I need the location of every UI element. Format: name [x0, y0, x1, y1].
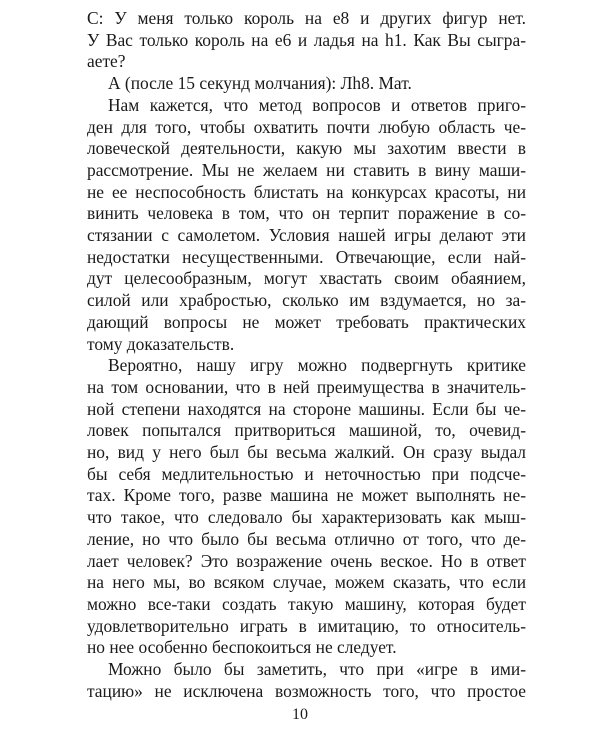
text-line: ловеческой деятельности, какую мы захотим ввести в [87, 138, 526, 159]
text-line: на том основании, что в ней преимущества в значитель- [87, 376, 526, 397]
text-line: но, вид у него был бы весьма жалкий. Он сразу выдал [87, 442, 526, 462]
text-line: Вероятно, нашу игру можно подвергнуть критике [108, 355, 526, 376]
text-line: лает человек? Это возражение очень веское. Но в ответ [87, 550, 526, 571]
text-line: винить человека в том, что он терпит поражение в со- [87, 203, 526, 224]
text-line: ловек попытался притвориться машиной, то, очевид- [87, 420, 526, 441]
text-line: можно все-таки создать такую машину, которая будет [87, 593, 526, 614]
text-line: удовлетворительно играть в имитацию, то относитель- [87, 615, 526, 636]
text-line: силой или храбростью, сколько им вздумается, но за- [87, 290, 526, 311]
text-line: дут целесообразным, могут хвастать своим обаянием, [87, 268, 526, 289]
text-line: на него мы, во всяком случае, можем сказать, что если [87, 572, 526, 593]
text-line: Можно было бы заметить, что при «игре в ими- [108, 659, 526, 679]
text-line: стязании с самолетом. Условия нашей игры делают эти [87, 225, 526, 245]
text-line: А (после 15 секунд молчания): Лh8. Мат. [108, 73, 412, 94]
text-line: бы себя медлительностью и неточностью при подсче- [87, 463, 526, 484]
page-number: 10 [292, 706, 308, 724]
text-line: дающий вопросы не может требовать практических [87, 311, 526, 332]
text-line: но нее особенно беспокоиться не следует. [87, 637, 397, 658]
text-line: У Вас только король на е6 и ладья на h1. Как Вы сыгра- [87, 29, 526, 50]
text-line: не ее неспособность блистать на конкурсах красоты, ни [87, 181, 526, 202]
text-line: рассмотрение. Мы не желаем ни ставить в вину маши- [87, 159, 526, 180]
text-line: ление, но что было бы весьма отлично от того, что де- [87, 528, 526, 549]
text-line: тацию» не исключена возможность того, что простое [87, 680, 526, 701]
text-line: ной степени находятся на стороне машины. Если бы че- [87, 398, 526, 419]
text-line: ден для того, чтобы охватить почти любую область че- [87, 116, 526, 137]
text-line: аете? [87, 51, 126, 72]
text-line: что такое, что следовало бы характеризовать как мыш- [87, 507, 526, 528]
text-line: Нам кажется, что метод вопросов и ответов приго- [108, 94, 526, 115]
text-line: С: У меня только король на е8 и других фигур нет. [87, 8, 526, 28]
text-line: тах. Кроме того, разве машина не может выполнять не- [87, 485, 526, 506]
text-line: недостатки несущественными. Отвечающие, если най- [87, 246, 526, 267]
text-line: тому доказательств. [87, 333, 235, 354]
